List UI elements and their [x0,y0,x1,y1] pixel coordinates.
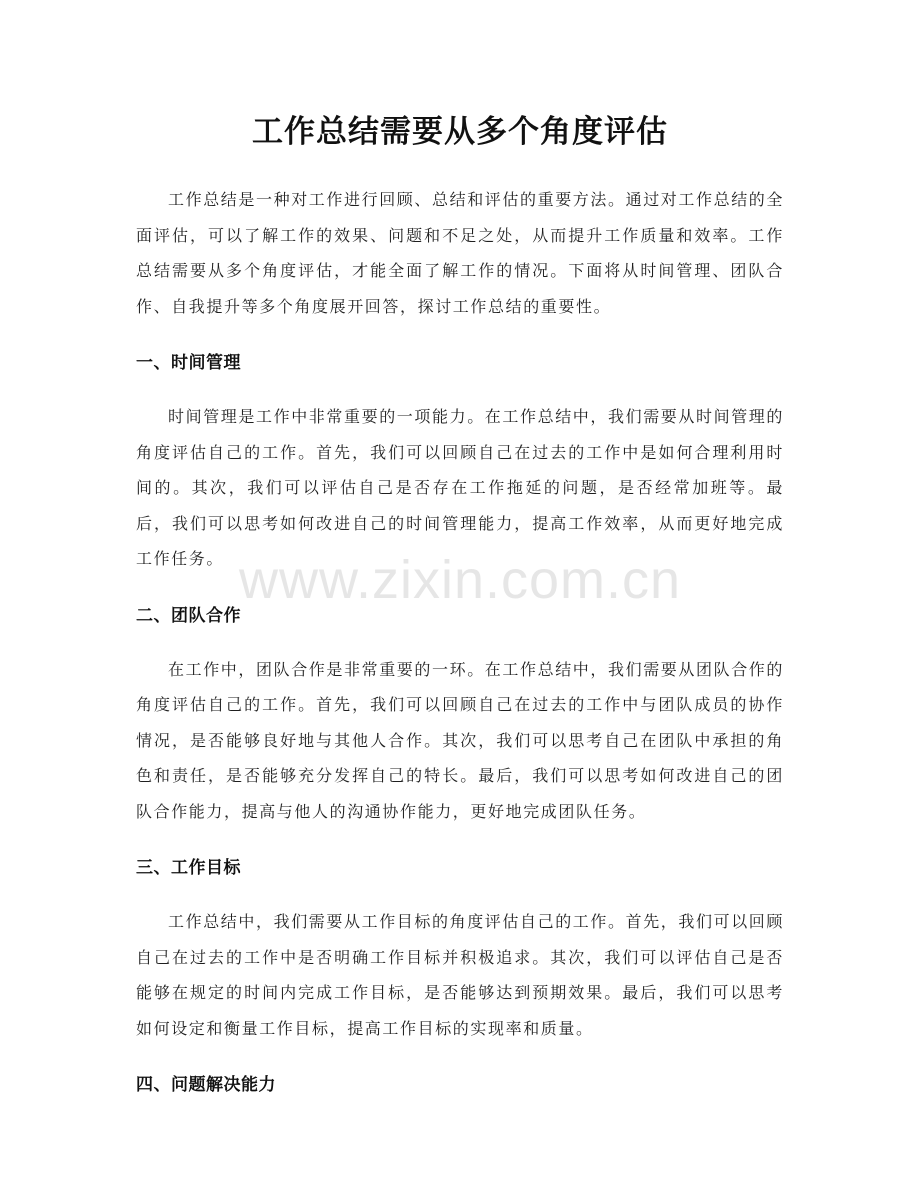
section-body-time-management: 时间管理是工作中非常重要的一项能力。在工作总结中，我们需要从时间管理的角度评估自己的工作。首先，我们可以回顾自己在过去的工作中是如何合理利用时间的。其次，我们可以评估自己是否存在工作拖延的问题，是否经常加班等。最后，我们可以思考如何改进自己的时间管理能力，提高工作效率，从而更好地完成工作任务。 [136,407,785,568]
spacer [136,377,784,399]
section-body-work-goals: 工作总结中，我们需要从工作目标的角度评估自己的工作。首先，我们可以回顾自己在过去的工作中是否明确工作目标并积极追求。其次，我们可以评估自己是否能够在规定的时间内完成工作目标，是否能够达到预期效果。最后，我们可以思考如何设定和衡量工作目标，提高工作目标的实现率和质量。 [136,912,785,1038]
spacer [136,829,784,854]
spacer [136,630,784,652]
section-heading-teamwork: 二、团队合作 [136,605,241,626]
document-body [136,182,784,1099]
watermark: www.zixin.com.cn [238,550,682,610]
document-title: 工作总结需要从多个角度评估 [252,114,668,150]
section-heading-work-goals: 三、工作目标 [136,858,241,878]
section-heading-problem-solving: 四、问题解决能力 [136,1075,276,1095]
spacer [136,577,784,602]
section-heading-time-management: 一、时间管理 [136,353,241,373]
spacer [136,1046,784,1071]
spacer [136,324,784,349]
spacer [136,882,784,904]
section-body-teamwork: 在工作中，团队合作是非常重要的一环。在工作总结中，我们需要从团队合作的角度评估自己的工作。首先，我们可以回顾自己在过去的工作中与团队成员的协作情况，是否能够良好地与其他人合作。其次，我们可以思考自己在团队中承担的角色和责任，是否能够充分发挥自己的特长。最后，我们可以思考如何改进自己的团队合作能力，提高与他人的沟通协作能力，更好地完成团队任务。 [136,659,785,821]
intro-paragraph: 工作总结是一种对工作进行回顾、总结和评估的重要方法。通过对工作总结的全面评估，可以了解工作的效果、问题和不足之处，从而提升工作质量和效率。工作总结需要从多个角度评估，才能全面了解工作的情况。下面将从时间管理、团队合作、自我提升等多个角度展开回答，探讨工作总结的重要性。 [136,190,785,316]
